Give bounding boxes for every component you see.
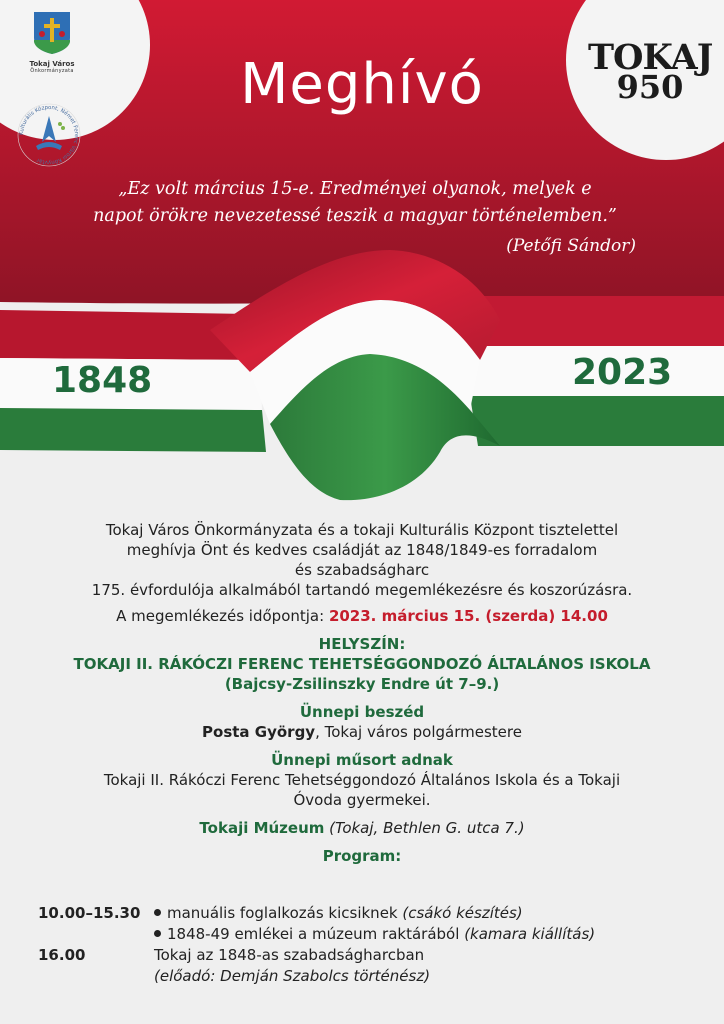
coat-of-arms-icon — [32, 10, 72, 56]
program-text: 1848-49 emlékei a múzeum raktárából (kamara kiállítás) — [154, 925, 595, 943]
invitation-body — [20, 520, 704, 866]
page-title: Meghívó — [240, 52, 484, 117]
museum-name: Tokaji Múzeum — [199, 819, 325, 837]
right-stripe-red — [470, 296, 724, 346]
left-stripe-green — [0, 408, 266, 452]
year-left: 1848 — [52, 360, 153, 401]
right-stripe-green — [470, 396, 724, 446]
program-heading: Program: — [322, 847, 402, 865]
program-text: (előadó: Demján Szabolcs történész) — [154, 967, 431, 985]
tokaj-logo-number: 950 — [616, 68, 684, 106]
event-date-value: 2023. március 15. (szerda) 14.00 — [328, 607, 608, 625]
program-list — [38, 904, 698, 988]
quote — [60, 176, 650, 230]
venue-address: (Bajcsy-Zsilinszky Endre út 7–9.) — [224, 675, 500, 693]
city-logo-line1: Tokaj Város — [29, 60, 75, 68]
bullet-icon — [154, 930, 161, 937]
program-text: Tokaj az 1848-as szabadságharcban — [154, 946, 425, 964]
program-item — [38, 946, 698, 967]
event-date-line — [20, 606, 704, 626]
year-right: 2023 — [572, 352, 673, 393]
performers-line-2: Óvoda gyermekei. — [293, 791, 431, 809]
speech-line — [20, 722, 704, 742]
performers-heading: Ünnepi műsort adnak — [271, 751, 453, 769]
program-item — [38, 904, 698, 925]
quote-author: (Petőfi Sándor) — [506, 236, 636, 256]
quote-line-2: napot örökre nevezetessé teszik a magyar történelemben.” — [93, 206, 617, 226]
invitation-line-2: meghívja Önt és kedves családját az 1848/1849-es forradalom — [126, 541, 598, 559]
speaker-role: , Tokaj város polgármestere — [315, 723, 522, 741]
invitation-line-3: és szabadságharc — [294, 561, 430, 579]
museum-address: (Tokaj, Bethlen G. utca 7.) — [324, 819, 525, 837]
venue-name: TOKAJI II. RÁKÓCZI FERENC TEHETSÉGGONDOZÓ ÁLTALÁNOS ISKOLA — [73, 655, 651, 673]
performers-line-1: Tokaji II. Rákóczi Ferenc Tehetséggondozó Általános Iskola és a Tokaji — [103, 771, 621, 789]
program-text: manuális foglalkozás kicsiknek (csákó készítés) — [154, 904, 523, 922]
program-time: 10.00–15.30 — [38, 904, 141, 922]
program-time: 16.00 — [38, 946, 86, 964]
venue-heading: HELYSZÍN: — [318, 635, 406, 653]
invitation-line-4: 175. évfordulója alkalmából tartandó megemlékezésre és koszorúzásra. — [91, 581, 633, 599]
invitation-line-1: Tokaj Város Önkormányzata és a tokaji Kulturális Központ tisztelettel — [105, 521, 619, 539]
museum-line — [20, 818, 704, 838]
speech-heading: Ünnepi beszéd — [299, 703, 425, 721]
bullet-icon — [154, 909, 161, 916]
culture-ring-text: Kulturális Központ, Német Ferenc Városi Könyvtár — [18, 104, 80, 166]
speaker-name: Posta György — [202, 723, 316, 741]
quote-line-1: „Ez volt március 15-e. Eredményei olyanok, melyek e — [118, 179, 592, 199]
tokaj-logo-word: TOKAJ — [588, 37, 713, 78]
program-item — [38, 925, 698, 946]
program-item — [38, 967, 698, 988]
city-logo-line2: Önkormányzata — [30, 68, 74, 74]
event-date-label: A megemlékezés időpontja: — [116, 607, 329, 625]
